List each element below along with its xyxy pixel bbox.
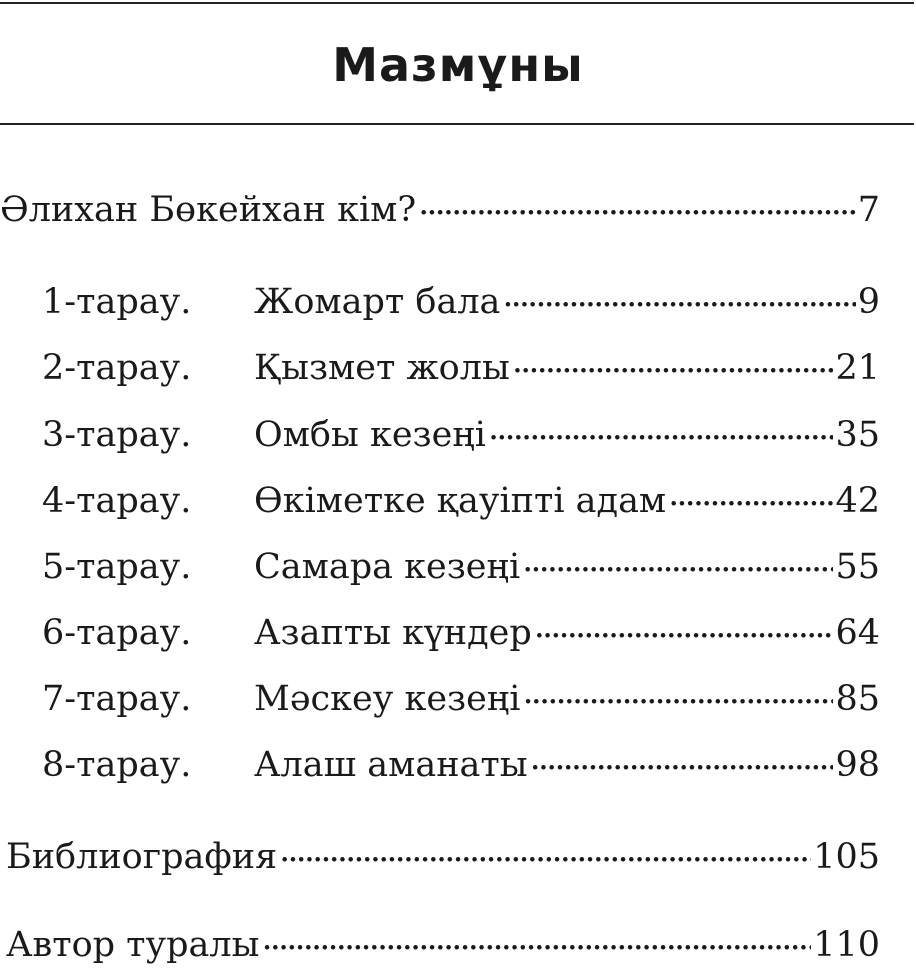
toc-chapter-3[interactable] (42, 410, 880, 460)
toc-page-number: 35 (835, 415, 880, 455)
chapter-number: 3-тарау. (42, 415, 192, 455)
chapter-number: 1-тарау. (42, 282, 192, 322)
toc-page-number: 55 (835, 547, 880, 587)
chapter-title: Өкіметке қауіпті адам (254, 481, 667, 521)
toc-page-number: 7 (857, 190, 880, 230)
toc-chapter-8[interactable] (42, 740, 880, 790)
toc-entry-intro[interactable] (0, 185, 880, 235)
dot-leader (262, 921, 812, 956)
dot-leader (418, 186, 856, 221)
toc-chapter-6[interactable] (42, 608, 880, 658)
toc-chapter-4[interactable] (42, 476, 880, 526)
chapter-title: Самара кезеңі (254, 547, 521, 587)
dot-leader (534, 609, 834, 644)
chapter-title: Алаш аманаты (254, 745, 528, 785)
chapter-number: 2-тарау. (42, 348, 192, 388)
chapter-number: 5-тарау. (42, 547, 192, 587)
dot-leader (522, 675, 833, 710)
chapter-number: 8-тарау. (42, 745, 192, 785)
chapter-title: Азапты күндер (254, 613, 532, 653)
dot-leader (668, 477, 833, 512)
dot-leader (530, 741, 834, 776)
toc-page-number: 98 (835, 745, 880, 785)
dot-leader (502, 278, 855, 313)
chapter-number: 7-тарау. (42, 679, 192, 719)
dot-leader (522, 543, 833, 578)
chapter-title: Қызмет жолы (254, 348, 510, 388)
toc-chapter-2[interactable] (42, 343, 880, 393)
toc-entry-title: Автор туралы (6, 925, 260, 965)
toc-entry-title: Библиография (6, 837, 278, 877)
toc-page-number: 21 (835, 348, 880, 388)
toc-entry-author[interactable] (6, 920, 880, 970)
chapter-title: Жомарт бала (254, 282, 501, 322)
toc-chapter-5[interactable] (42, 542, 880, 592)
toc-page-number: 64 (835, 613, 880, 653)
dot-leader (279, 833, 811, 868)
chapter-title: Омбы кезеңі (254, 415, 486, 455)
toc-page-number: 42 (835, 481, 880, 521)
dot-leader (488, 411, 833, 446)
chapter-number: 6-тарау. (42, 613, 192, 653)
chapter-title: Мәскеу кезеңі (254, 679, 521, 719)
dot-leader (512, 344, 834, 379)
toc-page-number: 85 (835, 679, 880, 719)
title-underline-rule (0, 123, 914, 125)
toc-chapter-7[interactable] (42, 674, 880, 724)
toc-entry-bibliography[interactable] (6, 832, 880, 882)
toc-entry-title: Әлихан Бөкейхан кім? (0, 190, 417, 230)
page-title: Мазмұны (332, 38, 584, 92)
top-rule (0, 2, 914, 4)
toc-page-number: 9 (857, 282, 880, 322)
chapter-number: 4-тарау. (42, 481, 192, 521)
toc-page-number: 105 (813, 837, 880, 877)
toc-page-number: 110 (813, 925, 880, 965)
toc-chapter-1[interactable] (42, 277, 880, 327)
